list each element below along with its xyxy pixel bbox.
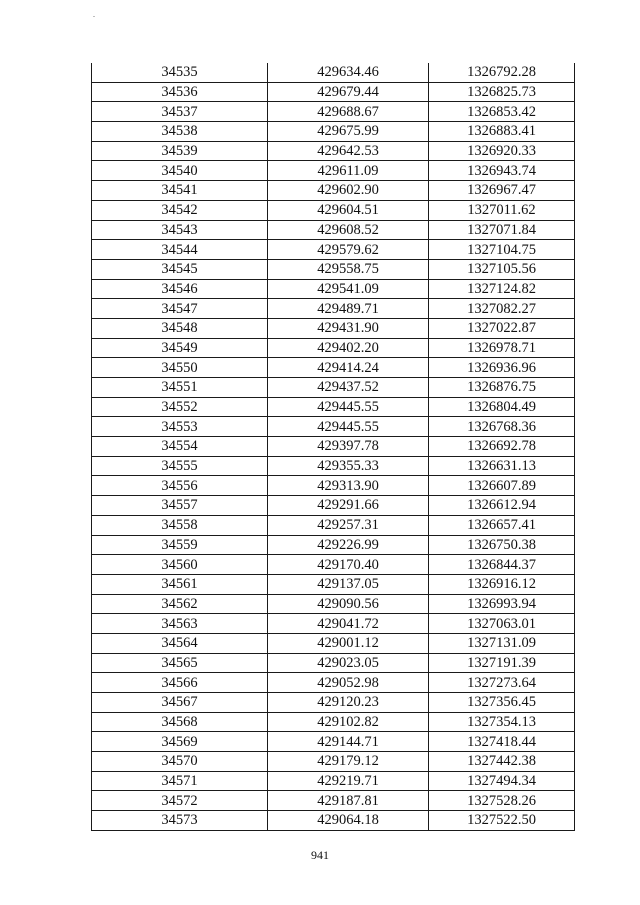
- table-row: [92, 614, 575, 634]
- table-row: [92, 338, 575, 358]
- y-coordinate-cell: 1327528.26: [429, 791, 575, 811]
- x-coordinate-cell: 429414.24: [268, 358, 429, 378]
- y-coordinate-cell: 1326876.75: [429, 378, 575, 398]
- point-id-cell: 34549: [92, 338, 268, 358]
- table-row: [92, 417, 575, 437]
- y-coordinate-cell: 1327354.13: [429, 712, 575, 732]
- point-id-cell: 34547: [92, 299, 268, 319]
- table-row: [92, 378, 575, 398]
- point-id-cell: 34570: [92, 752, 268, 772]
- point-id-cell: 34568: [92, 712, 268, 732]
- point-id-cell: 34541: [92, 181, 268, 201]
- point-id-cell: 34567: [92, 693, 268, 713]
- table-row: [92, 693, 575, 713]
- y-coordinate-cell: 1326631.13: [429, 456, 575, 476]
- table-row: [92, 476, 575, 496]
- x-coordinate-cell: 429675.99: [268, 122, 429, 142]
- x-coordinate-cell: 429445.55: [268, 397, 429, 417]
- table-row: [92, 712, 575, 732]
- y-coordinate-cell: 1327442.38: [429, 752, 575, 772]
- point-id-cell: 34550: [92, 358, 268, 378]
- table-row: [92, 653, 575, 673]
- point-id-cell: 34544: [92, 240, 268, 260]
- y-coordinate-cell: 1327494.34: [429, 771, 575, 791]
- table-row: [92, 515, 575, 535]
- table-row: [92, 633, 575, 653]
- table-row: [92, 240, 575, 260]
- y-coordinate-cell: 1326750.38: [429, 535, 575, 555]
- table-row: [92, 752, 575, 772]
- table-row: [92, 456, 575, 476]
- y-coordinate-cell: 1326804.49: [429, 397, 575, 417]
- x-coordinate-cell: 429679.44: [268, 82, 429, 102]
- point-id-cell: 34562: [92, 594, 268, 614]
- x-coordinate-cell: 429187.81: [268, 791, 429, 811]
- x-coordinate-cell: 429219.71: [268, 771, 429, 791]
- y-coordinate-cell: 1327522.50: [429, 811, 575, 831]
- y-coordinate-cell: 1326825.73: [429, 82, 575, 102]
- table-row: [92, 594, 575, 614]
- coordinates-table: [91, 63, 575, 831]
- y-coordinate-cell: 1326916.12: [429, 574, 575, 594]
- table-row: [92, 122, 575, 142]
- point-id-cell: 34558: [92, 515, 268, 535]
- y-coordinate-cell: 1326978.71: [429, 338, 575, 358]
- y-coordinate-cell: 1326920.33: [429, 141, 575, 161]
- x-coordinate-cell: 429137.05: [268, 574, 429, 594]
- x-coordinate-cell: 429052.98: [268, 673, 429, 693]
- point-id-cell: 34552: [92, 397, 268, 417]
- y-coordinate-cell: 1326612.94: [429, 496, 575, 516]
- y-coordinate-cell: 1327071.84: [429, 220, 575, 240]
- table-row: [92, 299, 575, 319]
- x-coordinate-cell: 429226.99: [268, 535, 429, 555]
- table-row: [92, 63, 575, 82]
- y-coordinate-cell: 1327104.75: [429, 240, 575, 260]
- y-coordinate-cell: 1326943.74: [429, 161, 575, 181]
- x-coordinate-cell: 429041.72: [268, 614, 429, 634]
- table-row: [92, 102, 575, 122]
- x-coordinate-cell: 429397.78: [268, 437, 429, 457]
- point-id-cell: 34556: [92, 476, 268, 496]
- x-coordinate-cell: 429023.05: [268, 653, 429, 673]
- point-id-cell: 34548: [92, 318, 268, 338]
- table-row: [92, 397, 575, 417]
- y-coordinate-cell: 1326768.36: [429, 417, 575, 437]
- point-id-cell: 34536: [92, 82, 268, 102]
- point-id-cell: 34557: [92, 496, 268, 516]
- table-row: [92, 437, 575, 457]
- point-id-cell: 34543: [92, 220, 268, 240]
- y-coordinate-cell: 1326844.37: [429, 555, 575, 575]
- x-coordinate-cell: 429090.56: [268, 594, 429, 614]
- y-coordinate-cell: 1327124.82: [429, 279, 575, 299]
- point-id-cell: 34560: [92, 555, 268, 575]
- y-coordinate-cell: 1326883.41: [429, 122, 575, 142]
- y-coordinate-cell: 1327063.01: [429, 614, 575, 634]
- point-id-cell: 34537: [92, 102, 268, 122]
- table-row: [92, 811, 575, 831]
- x-coordinate-cell: 429604.51: [268, 200, 429, 220]
- point-id-cell: 34571: [92, 771, 268, 791]
- table-row: [92, 141, 575, 161]
- point-id-cell: 34539: [92, 141, 268, 161]
- table-row: [92, 82, 575, 102]
- point-id-cell: 34554: [92, 437, 268, 457]
- y-coordinate-cell: 1326936.96: [429, 358, 575, 378]
- x-coordinate-cell: 429064.18: [268, 811, 429, 831]
- x-coordinate-cell: 429179.12: [268, 752, 429, 772]
- x-coordinate-cell: 429431.90: [268, 318, 429, 338]
- point-id-cell: 34569: [92, 732, 268, 752]
- x-coordinate-cell: 429102.82: [268, 712, 429, 732]
- x-coordinate-cell: 429144.71: [268, 732, 429, 752]
- table-row: [92, 574, 575, 594]
- x-coordinate-cell: 429579.62: [268, 240, 429, 260]
- point-id-cell: 34538: [92, 122, 268, 142]
- x-coordinate-cell: 429611.09: [268, 161, 429, 181]
- x-coordinate-cell: 429445.55: [268, 417, 429, 437]
- point-id-cell: 34559: [92, 535, 268, 555]
- table-row: [92, 161, 575, 181]
- x-coordinate-cell: 429355.33: [268, 456, 429, 476]
- x-coordinate-cell: 429558.75: [268, 259, 429, 279]
- point-id-cell: 34573: [92, 811, 268, 831]
- point-id-cell: 34535: [92, 63, 268, 82]
- table-row: [92, 220, 575, 240]
- table-row: [92, 732, 575, 752]
- x-coordinate-cell: 429291.66: [268, 496, 429, 516]
- table-row: [92, 555, 575, 575]
- x-coordinate-cell: 429257.31: [268, 515, 429, 535]
- scan-speck: [93, 16, 95, 17]
- y-coordinate-cell: 1326692.78: [429, 437, 575, 457]
- point-id-cell: 34542: [92, 200, 268, 220]
- point-id-cell: 34553: [92, 417, 268, 437]
- point-id-cell: 34540: [92, 161, 268, 181]
- y-coordinate-cell: 1327011.62: [429, 200, 575, 220]
- x-coordinate-cell: 429001.12: [268, 633, 429, 653]
- table-row: [92, 673, 575, 693]
- y-coordinate-cell: 1327082.27: [429, 299, 575, 319]
- y-coordinate-cell: 1327131.09: [429, 633, 575, 653]
- y-coordinate-cell: 1327418.44: [429, 732, 575, 752]
- table-row: [92, 791, 575, 811]
- table-row: [92, 181, 575, 201]
- y-coordinate-cell: 1326993.94: [429, 594, 575, 614]
- point-id-cell: 34545: [92, 259, 268, 279]
- y-coordinate-cell: 1326607.89: [429, 476, 575, 496]
- x-coordinate-cell: 429602.90: [268, 181, 429, 201]
- x-coordinate-cell: 429313.90: [268, 476, 429, 496]
- table-row: [92, 200, 575, 220]
- x-coordinate-cell: 429489.71: [268, 299, 429, 319]
- x-coordinate-cell: 429402.20: [268, 338, 429, 358]
- point-id-cell: 34561: [92, 574, 268, 594]
- x-coordinate-cell: 429608.52: [268, 220, 429, 240]
- y-coordinate-cell: 1326792.28: [429, 63, 575, 82]
- x-coordinate-cell: 429170.40: [268, 555, 429, 575]
- y-coordinate-cell: 1327105.56: [429, 259, 575, 279]
- y-coordinate-cell: 1326967.47: [429, 181, 575, 201]
- page-number: 941: [311, 848, 329, 862]
- y-coordinate-cell: 1327356.45: [429, 693, 575, 713]
- x-coordinate-cell: 429634.46: [268, 63, 429, 82]
- table-row: [92, 318, 575, 338]
- x-coordinate-cell: 429437.52: [268, 378, 429, 398]
- table-row: [92, 771, 575, 791]
- y-coordinate-cell: 1327273.64: [429, 673, 575, 693]
- coordinates-table-body: [92, 63, 575, 830]
- y-coordinate-cell: 1326657.41: [429, 515, 575, 535]
- point-id-cell: 34565: [92, 653, 268, 673]
- table-row: [92, 279, 575, 299]
- table-row: [92, 259, 575, 279]
- x-coordinate-cell: 429120.23: [268, 693, 429, 713]
- point-id-cell: 34555: [92, 456, 268, 476]
- table-row: [92, 496, 575, 516]
- point-id-cell: 34566: [92, 673, 268, 693]
- table-row: [92, 358, 575, 378]
- x-coordinate-cell: 429541.09: [268, 279, 429, 299]
- point-id-cell: 34551: [92, 378, 268, 398]
- y-coordinate-cell: 1327022.87: [429, 318, 575, 338]
- point-id-cell: 34572: [92, 791, 268, 811]
- y-coordinate-cell: 1326853.42: [429, 102, 575, 122]
- point-id-cell: 34546: [92, 279, 268, 299]
- x-coordinate-cell: 429642.53: [268, 141, 429, 161]
- x-coordinate-cell: 429688.67: [268, 102, 429, 122]
- point-id-cell: 34563: [92, 614, 268, 634]
- y-coordinate-cell: 1327191.39: [429, 653, 575, 673]
- point-id-cell: 34564: [92, 633, 268, 653]
- table-row: [92, 535, 575, 555]
